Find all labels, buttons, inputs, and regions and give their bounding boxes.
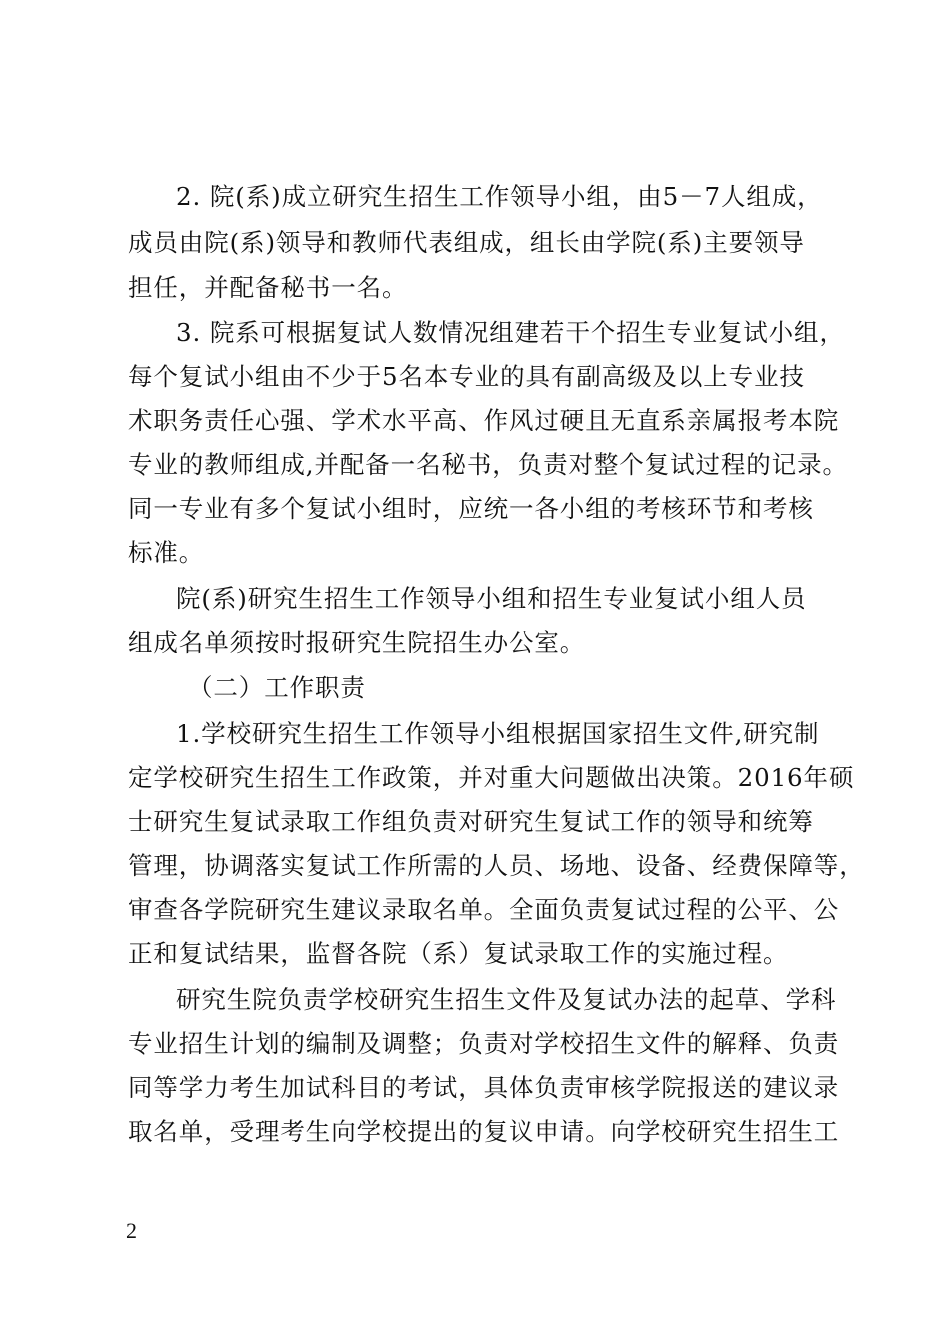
paragraph-line: 正和复试结果，监督各院（系）复试录取工作的实施过程。 [128,939,789,968]
paragraph-line: 组成名单须按时报研究生院招生办公室。 [128,628,586,657]
paragraph-line: 术职务责任心强、学术水平高、作风过硬且无直系亲属报考本院 [128,406,840,435]
paragraph-line: 2. 院(系)成立研究生招生工作领导小组，由5－7人组成， [176,182,823,211]
section-heading: （二）工作职责 [188,673,366,702]
paragraph-line: 士研究生复试录取工作组负责对研究生复试工作的领导和统筹 [128,807,814,836]
paragraph-line: 同等学力考生加试科目的考试，具体负责审核学院报送的建议录 [128,1073,840,1102]
paragraph-line: 研究生院负责学校研究生招生文件及复试办法的起草、学科 [176,985,837,1014]
paragraph-line: 3. 院系可根据复试人数情况组建若干个招生专业复试小组， [176,318,845,347]
paragraph-line: 专业招生计划的编制及调整；负责对学校招生文件的解释、负责 [128,1029,840,1058]
paragraph-line: 管理，协调落实复试工作所需的人员、场地、设备、经费保障等， [128,851,865,880]
paragraph-line: 审查各学院研究生建议录取名单。全面负责复试过程的公平、公 [128,895,840,924]
paragraph-line: 标准。 [128,538,205,567]
paragraph-line: 1.学校研究生招生工作领导小组根据国家招生文件,研究制 [176,719,820,748]
paragraph-line: 成员由院(系)领导和教师代表组成，组长由学院(系)主要领导 [128,228,805,257]
paragraph-line: 专业的教师组成,并配备一名秘书，负责对整个复试过程的记录。 [128,450,848,479]
paragraph-line: 院(系)研究生招生工作领导小组和招生专业复试小组人员 [176,584,807,613]
paragraph-line: 定学校研究生招生工作政策，并对重大问题做出决策。2016年硕 [128,763,855,792]
paragraph-line: 担任，并配备秘书一名。 [128,273,408,302]
paragraph-line: 取名单，受理考生向学校提出的复议申请。向学校研究生招生工 [128,1117,840,1146]
paragraph-line: 每个复试小组由不少于5名本专业的具有副高级及以上专业技 [128,362,805,391]
paragraph-line: 同一专业有多个复试小组时，应统一各小组的考核环节和考核 [128,494,814,523]
page-number: 2 [126,1218,137,1243]
